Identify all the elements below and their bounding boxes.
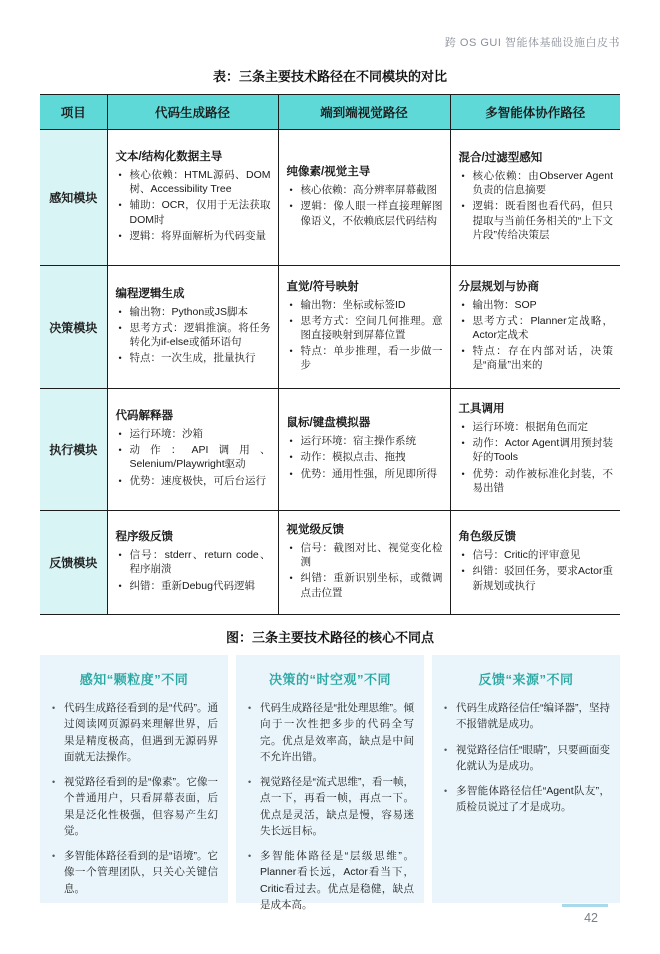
cell-heading: 编程逻辑生成 (115, 287, 185, 300)
cell-bullet-list (116, 305, 271, 365)
bullet-item: • 思考方式：Planner定战略，Actor定战术 (459, 314, 614, 342)
bullet-item: • 优势：动作被标准化封装，不易出错 (459, 467, 614, 495)
cell-heading: 视觉级反馈 (286, 524, 344, 537)
column-header-code-path: 代码生成路径 (107, 95, 278, 130)
table-header-row (40, 95, 620, 130)
page-number: 42 (584, 910, 598, 925)
bullet-item: • 辅助：OCR，仅用于无法获取DOM时 (116, 198, 271, 226)
figure-boxes (40, 655, 620, 911)
cell-heading: 工具调用 (458, 403, 505, 416)
table-cell (107, 266, 278, 389)
table-cell (450, 130, 620, 266)
bullet-item: • 运行环境：沙箱 (116, 427, 271, 441)
footer-rule (562, 904, 608, 907)
bullet-item: • 逻辑：将界面解析为代码变量 (116, 229, 271, 243)
bullet-item: • 动作：API调用、Selenium/Playwright驱动 (116, 443, 271, 471)
bullet-item: • 特点：单步推理，看一步做一步 (287, 344, 443, 372)
figure-box-perception (40, 655, 228, 903)
bullet-item: • 代码生成路径看到的是“代码”。通过阅读网页源码来理解世界，后果是精度极高，但遇到无源码界面就无法操作。 (50, 700, 218, 765)
bullet-item: • 视觉路径是“流式思维”，看一帧，点一下，再看一帧，再点一下。优点是灵活，缺点是慢，容易迷失长远目标。 (246, 774, 414, 839)
cell-heading: 直觉/符号映射 (286, 280, 359, 293)
table-cell (278, 511, 450, 615)
table-title: 表：三条主要技术路径在不同模块的对比 (212, 69, 447, 84)
figure-box-decision (236, 655, 424, 911)
table-cell (278, 389, 450, 511)
bullet-item: • 多智能体路径是“层级思维”。Planner看长远，Actor看当下，Critic看过去。优点是稳健，缺点是成本高。 (246, 848, 414, 913)
cell-bullet-list (459, 420, 614, 494)
column-header-multiagent-path: 多智能体协作路径 (450, 95, 620, 130)
bullet-item: • 代码生成路径是“批处理思维”。倾向于一次性把多步的代码全写完。优点是效率高，缺点是中间不允许出错。 (246, 700, 414, 765)
table-cell (107, 511, 278, 615)
bullet-item: • 特点：一次生成，批量执行 (116, 351, 271, 365)
row-label: 反馈模块 (40, 511, 107, 615)
figure-box-bullet-list (442, 700, 610, 816)
table-cell (278, 266, 450, 389)
figure-box-bullet-list (246, 700, 414, 913)
table-cell (107, 389, 278, 511)
cell-bullet-list (459, 548, 614, 592)
bullet-item: • 纠错：驳回任务，要求Actor重新规划或执行 (459, 564, 614, 592)
cell-heading: 鼠标/键盘模拟器 (286, 417, 371, 430)
table-row-execution (40, 389, 620, 511)
table-row-perception (40, 130, 620, 266)
bullet-item: • 信号：截图对比、视觉变化检测 (287, 541, 443, 569)
bullet-item: • 视觉路径信任“眼睛”，只要画面变化就认为是成功。 (442, 742, 610, 775)
table-cell (450, 266, 620, 389)
bullet-item: • 核心依赖：高分辨率屏幕截图 (287, 183, 443, 197)
table-row-feedback (40, 511, 620, 615)
cell-bullet-list (116, 548, 271, 592)
cell-bullet-list (459, 298, 614, 372)
bullet-item: • 代码生成路径信任“编译器”，坚持不报错就是成功。 (442, 700, 610, 733)
column-header-item: 项目 (40, 95, 107, 130)
table-row-decision (40, 266, 620, 389)
bullet-item: • 视觉路径看到的是“像素”。它像一个普通用户，只看屏幕表面，后果是泛化性极强，但容易产生幻觉。 (50, 774, 218, 839)
figure-title: 图：三条主要技术路径的核心不同点 (225, 630, 434, 645)
bullet-item: • 优势：速度极快，可后台运行 (116, 474, 271, 488)
figure-box-title: 决策的“时空观”不同 (268, 672, 391, 687)
bullet-item: • 运行环境：宿主操作系统 (287, 434, 443, 448)
bullet-item: • 纠错：重新Debug代码逻辑 (116, 579, 271, 593)
cell-heading: 分层规划与协商 (458, 280, 539, 293)
figure-box-bullet-list (50, 700, 218, 897)
table-cell (278, 130, 450, 266)
bullet-item: • 多智能体路径信任“Agent队友”，质检员说过了才是成功。 (442, 783, 610, 816)
row-label: 决策模块 (40, 266, 107, 389)
bullet-item: • 逻辑：像人眼一样直接理解图像语义，不依赖底层代码结构 (287, 199, 443, 227)
cell-heading: 纯像素/视觉主导 (286, 166, 371, 179)
figure-box-feedback (432, 655, 620, 903)
cell-bullet-list (287, 298, 443, 372)
bullet-item: • 思考方式：空间几何推理。意图直接映射到屏幕位置 (287, 314, 443, 342)
bullet-item: • 输出物：坐标或标签ID (287, 298, 443, 312)
bullet-item: • 优势：通用性强，所见即所得 (287, 467, 443, 481)
figure-box-title: 感知“颗粒度”不同 (79, 672, 189, 687)
row-label: 感知模块 (40, 130, 107, 266)
bullet-item: • 纠错：重新识别坐标，或微调点击位置 (287, 571, 443, 599)
cell-heading: 代码解释器 (115, 410, 173, 423)
bullet-item: • 信号：stderr、return code、程序崩溃 (116, 548, 271, 576)
cell-heading: 程序级反馈 (115, 531, 173, 544)
bullet-item: • 核心依赖：HTML源码、DOM树、Accessibility Tree (116, 168, 271, 196)
table-cell (450, 389, 620, 511)
cell-heading: 文本/结构化数据主导 (115, 151, 223, 164)
figure-box-title: 反馈“来源”不同 (478, 672, 574, 687)
column-header-vision-path: 端到端视觉路径 (278, 95, 450, 130)
cell-bullet-list (287, 183, 443, 227)
bullet-item: • 输出物：Python或JS脚本 (116, 305, 271, 319)
cell-heading: 混合/过滤型感知 (458, 152, 543, 165)
cell-bullet-list (287, 541, 443, 599)
bullet-item: • 核心依赖：由Observer Agent负责的信息摘要 (459, 169, 614, 197)
bullet-item: • 动作：模拟点击、拖拽 (287, 450, 443, 464)
cell-bullet-list (287, 434, 443, 480)
cell-heading: 角色级反馈 (458, 531, 516, 544)
table-cell (107, 130, 278, 266)
bullet-item: • 输出物：SOP (459, 298, 614, 312)
bullet-item: • 多智能体路径看到的是“语境”。它像一个管理团队，只关心关键信息。 (50, 848, 218, 897)
bullet-item: • 思考方式：逻辑推演。将任务转化为if-else或循环语句 (116, 321, 271, 349)
doc-header-title: 跨 OS GUI 智能体基础设施白皮书 (444, 37, 620, 49)
row-label: 执行模块 (40, 389, 107, 511)
cell-bullet-list (116, 168, 271, 242)
bullet-item: • 逻辑：既看图也看代码，但只提取与当前任务相关的“上下文片段”传给决策层 (459, 199, 614, 241)
comparison-table (40, 94, 620, 615)
bullet-item: • 运行环境：根据角色而定 (459, 420, 614, 434)
bullet-item: • 信号：Critic的评审意见 (459, 548, 614, 562)
bullet-item: • 动作：Actor Agent调用预封装好的Tools (459, 436, 614, 464)
bullet-item: • 特点：存在内部对话，决策是“商量”出来的 (459, 344, 614, 372)
cell-bullet-list (459, 169, 614, 241)
table-cell (450, 511, 620, 615)
cell-bullet-list (116, 427, 271, 487)
